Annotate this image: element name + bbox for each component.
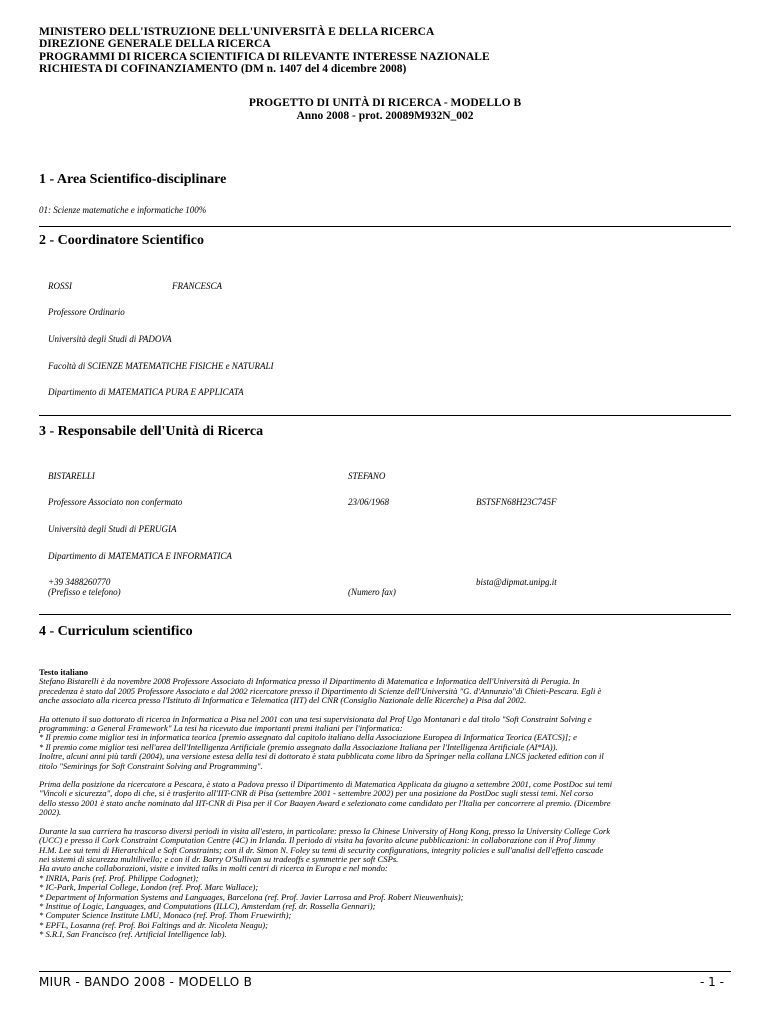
section-divider [39,614,731,615]
document-title: PROGETTO DI UNITÀ DI RICERCA - MODELLO B [248,97,522,109]
unit-head-surname: BISTARELLI [48,471,95,481]
curriculum-paragraph-3: Prima della posizione da ricercatore a Pescara, è stato a Padova presso il Dipartimento di Matematica Applicata da giugno a settembre 2001, come PostDoc sui temi "Vincoli e sicurezza", dopo di che, si è trasferito all'IIT-CNR di Pisa (settembre 2001 - settembre 2002) per una posizione da PostDoc sugli stessi temi. Nel corso dello stesso 2001 è stato anche nominato dal IIT-CNR di Pisa per il Cor Baayen Award e selezionato come candidato per l'Italia per concorrere al premio. (Dicembre 2002). [39,779,613,818]
unit-head-university: Università degli Studi di PERUGIA [48,524,177,534]
curriculum-paragraph-4: Durante la sua carriera ha trascorso diversi periodi in visita all'estero, in particolare: presso la Chinese University of Hong Kong, presso la University College Cork (UCC) e presso il Cork Constraint Computation Centre (4C) in Irlanda. Il periodo di visita ha favorito alcune pubblicazioni: in collaborazione con il Prof Jimmy H.M. Lee sui temi di Hierarchical e Soft Constraints; con il dr. Simon N. Foley su temi di security configurations, integrity policies e sull'analisi dell'effetto cascade nei sistemi di sicurezza multilivello; e con il dr. Barry O'Sullivan su tradeoffs e symmetrie per soft CSPs. Ha avuto anche collaborazioni, visite e invited talks in molti centri di ricerca in Europa e nel mondo: * INRIA, Paris (ref. Prof. Philippe Codognet); * IC-Park, Imperial College, London (ref. Prof. Marc Wallace); * Department of Information Systems and Languages, Barcelona (ref. Prof. Javier Larrosa and Prof. Robert Nieuwenhuis); * Institue of Logic, Languages, and Computations (ILLC), Amsterdam (ref. dr. Rossella Gennari); * Computer Science Institute LMU, Monaco (ref. Prof. Thom Fruewirth); * EPFL, Losanna (ref. Prof. Boi Faltings and dr. Nicoleta Neagu); * S.R.I, San Francisco (ref. Artificial Intelligence lab). [39,825,611,940]
document-header [39,26,490,75]
coordinator-surname: ROSSI [48,281,72,291]
page-number: - 1 - [700,975,724,989]
section-divider [39,415,731,416]
unit-head-role: Professore Associato non confermato [48,497,183,507]
research-area-value: 01: Scienze matematiche e informatiche 100% [39,205,207,215]
header-directorate: DIREZIONE GENERALE DELLA RICERCA [39,38,271,51]
coordinator-university: Università degli Studi di PADOVA [48,334,172,344]
footer-label: MIUR - BANDO 2008 - MODELLO B [39,975,253,989]
unit-head-name: STEFANO [348,471,386,481]
curriculum-text [39,668,731,949]
header-request: RICHIESTA DI COFINANZIAMENTO (DM n. 1407 del 4 dicembre 2008) [39,62,407,75]
section-4-title: 4 - Curriculum scientifico [39,624,193,639]
section-divider [39,226,731,227]
curriculum-paragraph-2: Ha ottenuto il suo dottorato di ricerca in Informatica a Pisa nel 2001 con una tesi supervisionata dal Prof Ugo Montanari e dal titolo "Soft Constraint Solving e programming: a General Framework" La tesi ha ricevuto due importanti premi italiani per l'informatica: * Il premio come miglior tesi in informatica teorica [premio assegnato dal capitolo italiano della Associazione Europea di Informatica Teorica (EATCS)]; e * Il premio come miglior tesi nell'area dell'Intelligenza Artificiale (premio assegnato dalla Associazione Italiana per l'Intelligenza Artificiale (AI*IA)). Inoltre, alcuni anni più tardi (2004), una versione estesa della tesi di dottorato è stata pubblicata come libro da Springer nella collana LNCS jacketed edition con il titolo "Semirings for Soft Constraint Solving and Programming". [39,713,604,771]
unit-head-birthdate: 23/06/1968 [348,497,390,507]
coordinator-role: Professore Ordinario [48,307,125,317]
header-ministry: MINISTERO DELL'ISTRUZIONE DELL'UNIVERSITÀ E DELLA RICERCA [39,26,435,38]
footer-rule [39,971,731,972]
section-1-title: 1 - Area Scientifico-disciplinare [39,172,227,187]
unit-head-phone: +39 3488260770 [48,577,111,587]
coordinator-faculty: Facoltà di SCIENZE MATEMATICHE FISICHE e NATURALI [48,361,274,371]
section-3-title: 3 - Responsabile dell'Unità di Ricerca [39,424,264,439]
coordinator-department: Dipartimento di MATEMATICA PURA E APPLICATA [48,387,244,397]
unit-head-department: Dipartimento di MATEMATICA E INFORMATICA [48,551,232,561]
curriculum-paragraph-1: Stefano Bistarelli è da novembre 2008 Professore Associato di Informatica presso il Dipartimento di Matematica e Informatica dell'Università di Perugia. In precedenza è stato dal 2005 Professore Associato e dal 2002 ricercatore presso il Dipartimento di Scienze dell'Università "G. d'Annunzio"di Chieti-Pescara. Egli è anche associato alla ricerca presso l'Istituto di Informatica e Telematica (IIT) del CNR (Consiglio Nazionale delle Ricerche) a Pisa dal 2002. [39,676,602,706]
coordinator-name: FRANCESCA [172,281,222,291]
curriculum-language-label: Testo italiano [39,667,89,677]
unit-head-email: bista@dipmat.unipg.it [476,577,557,587]
section-2-title: 2 - Coordinatore Scientifico [39,233,204,248]
document-subtitle: Anno 2008 - prot. 20089M932N_002 [296,110,474,122]
fax-label: (Numero fax) [348,587,396,597]
phone-label: (Prefisso e telefono) [48,587,121,597]
header-program: PROGRAMMI DI RICERCA SCIENTIFICA DI RILEVANTE INTERESSE NAZIONALE [39,50,490,63]
unit-head-fiscal-code: BSTSFN68H23C745F [476,497,557,507]
